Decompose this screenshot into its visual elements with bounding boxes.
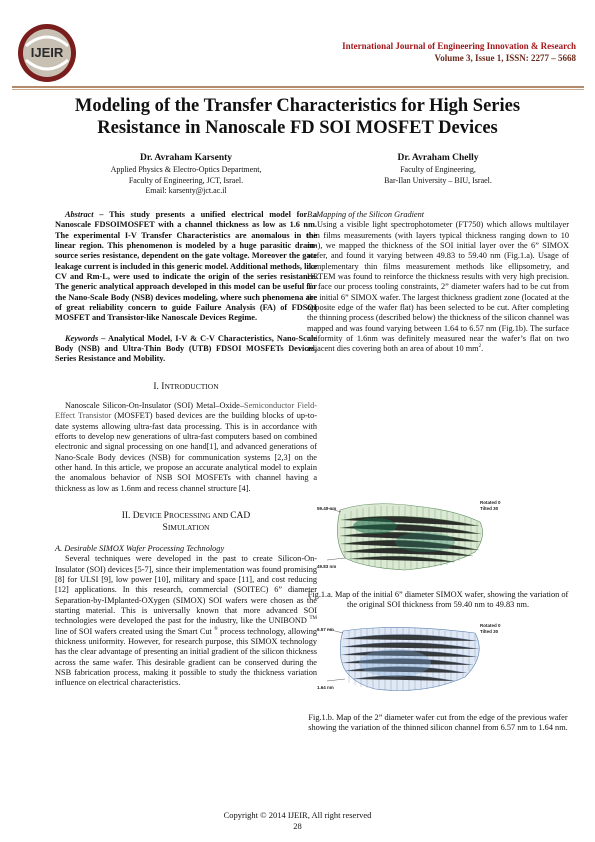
page-footer	[0, 810, 595, 832]
author-name: Dr. Avraham Karsenty	[139, 153, 233, 163]
subsection-heading-simox: A. Desirable SIMOX Wafer Processing Technology	[55, 543, 225, 553]
title-line-1: Modeling of the Transfer Characteristics for High Series	[74, 96, 521, 116]
author-block-1	[55, 152, 317, 197]
author-affiliation: Faculty of Engineering,	[400, 165, 476, 174]
abstract-body: This study presents a unified electrical model for a Nanoscale FDSOIMOSFET with a channel thickness as low as 1.6 nm. The experimental I-V Transfer Characteristics are anomalous in the linear region. This phenomenon is modeled by a huge parasitic drain-source series resistance, dependent on the gate voltage. Moreover the gate leakage current is included in this generic model. Additional methods, like CV and Rm-L, were used to indicate the origin of the series resistance. The generic analytical approach developed in this model can be useful for the Nano-Scale Body (NSB) devices modeling, where such phenomena are of great reliability concern to guide Failure Analysis (FA) of FDSOI MOSFET and Transistor-like Nanoscale Devices Regime.	[55, 210, 317, 323]
keywords-body: Analytical Model, I-V & C-V Characteristics, Nano-Scale Body (NSB) and Ultra-Thin Body (UTB) FDSOI MOSFETs Devices, Series Resistance and Mobility.	[55, 333, 317, 364]
intro-paragraph: Nanoscale Silicon-On-Insulator (SOI) Metal–Oxide–Semiconductor Field-Effect Transistor (MOSFET) based devices are the building blocks of up-to-date systems allowing ultra-fast data processing. This is in accordance with efforts to develop new generations of ultra-fast computers based on combined electronic and signal processing on one hand[1], and advanced generations of Nano-Scale Body devices (NSB) for communication systems [2,3] on the other hand. In this article, we propose an accurate analytical model to explain the anomalous behavior of NSB SOI MOSFETs with channel having a thickness as low as 1.6nm and recess channel structure [4].	[55, 400, 318, 493]
journal-info	[342, 40, 576, 64]
author-email: Email: karsenty@jct.ac.il	[145, 186, 227, 195]
section-heading-device-processing: II. DEVICE PROCESSING AND CAD SIMULATION	[121, 510, 251, 533]
page-number: 28	[293, 821, 302, 831]
journal-name: International Journal of Engineering Innovation & Research	[342, 41, 576, 51]
keywords-lead: Keywords –	[65, 333, 106, 343]
right-column-figures	[307, 490, 569, 733]
fig1b-top-label: 6.57 nm	[317, 626, 334, 632]
left-column	[55, 210, 317, 689]
subsection-heading-mapping: B. Mapping of the Silicon Gradient	[307, 210, 425, 219]
author-affiliation: Bar-Ilan University – BIU, Israel.	[384, 175, 492, 185]
copyright-notice: Copyright © 2014 IJEIR, All right reserved	[223, 810, 372, 820]
svg-text:IJEIR: IJEIR	[30, 45, 64, 60]
paper-title	[30, 95, 565, 139]
abstract-lead: Abstract –	[65, 210, 104, 219]
mosfet-link[interactable]: Semiconductor Field-Effect Transistor	[55, 400, 318, 421]
abstract	[55, 210, 317, 324]
mapping-paragraph: Using a visible light spectrophotometer (FT750) which allows multilayer thin films measurements (with layers typical thickness ranging down to 10 nm), we mapped the thickness of the SOI initial layer over the 6” SIMOX wafer, and found it varying between 49.83 to 59.40 nm (Fig.1.a). Usage of complementary thin films measurement methods like ellipsometry, and HRTEM was found to reinforce the thickness results with very high precision. To face our process tooling constraints, 2” diameter wafers had to be cut from the initial 6” SIMOX wafer. The largest thickness gradient zone (located at the opposite edge of the wafer flat) has been selected to be cut. After completing the thinning process (described below) the thickness of the silicon channel was mapped and was found varying between 1.64 to 6.57 nm (Fig.1b). The surface uniformity of 1.6nm was definitely measured near the wafer’s flat on two adjacent dies covering both an area of about 10 $mm^2$.	[307, 220, 569, 354]
fig1a-tilted: Tilted 30	[480, 506, 499, 511]
fig1b-tilted: Tilted 30	[480, 628, 499, 634]
fig1a-bottom-label: 49.83 nm	[317, 564, 337, 569]
author-affiliation: Applied Physics & Electro-Optics Department,	[110, 165, 262, 174]
header-rule-thin	[12, 89, 584, 90]
section-heading-introduction: I. INTRODUCTION	[153, 381, 219, 392]
title-line-2: Resistance in Nanoscale FD SOI MOSFET Devices	[97, 118, 498, 138]
author-name: Dr. Avraham Chelly	[397, 153, 479, 163]
fig1a-top-label: 59.40 nm	[317, 506, 337, 511]
header-rule	[12, 86, 584, 88]
right-column-text	[307, 210, 569, 355]
figure-1b	[315, 619, 515, 709]
journal-logo	[16, 22, 78, 84]
journal-volume: Volume 3, Issue 1, ISSN: 2277 – 5668	[434, 53, 576, 63]
simox-paragraph: Several techniques were developed in the past to create Silicon-On-Insulator (SOI) devices [5-7], since their implementation was found promising [8] for ULSI [9], low power [10], military and space [11], and cost reducing [12] applications. In this research, commercial (SOITEC) 6” diameter Separation-by-IMplanted-OXygen (SIMOX) SOI wafers were chosen as the starting material. This is universally known that more advanced SOI technologies were developed the past for the industry, like the UNIBOND ™ line of SOI wafers created using the Smart Cut ® process technology, allowing thickness uniformity. However, for research purpose, this SIMOX technology has the clear advantage of presenting an initial gradient of the silicon thickness across the same wafer. This desirable gradient can be conserved during the NSB fabrication process, making it possible to study the thickness variation influence on electrical characteristics.	[55, 554, 317, 688]
journal-header	[12, 22, 584, 90]
fig1b-bottom-label: 1.64 nm	[317, 684, 334, 690]
fig1b-rotated: Rotated 0	[480, 622, 501, 628]
figure-1a	[315, 496, 515, 586]
author-block-2	[307, 152, 569, 186]
author-affiliation: Faculty of Engineering, JCT, Israel.	[128, 175, 244, 185]
figure-1a-caption: Fig.1.a. Map of the initial 6” diameter SIMOX wafer, showing the variation of the original SOI thickness from 59.40 nm to 49.83 nm.	[307, 590, 569, 610]
keywords	[55, 334, 317, 365]
fig1a-rotated: Rotated 0	[480, 500, 501, 505]
figure-1b-caption: Fig.1.b. Map of the 2” diameter wafer cut from the edge of the previous wafer showing the variation of the thinned silicon channel from 6.57 nm to 1.64 nm.	[308, 712, 568, 732]
